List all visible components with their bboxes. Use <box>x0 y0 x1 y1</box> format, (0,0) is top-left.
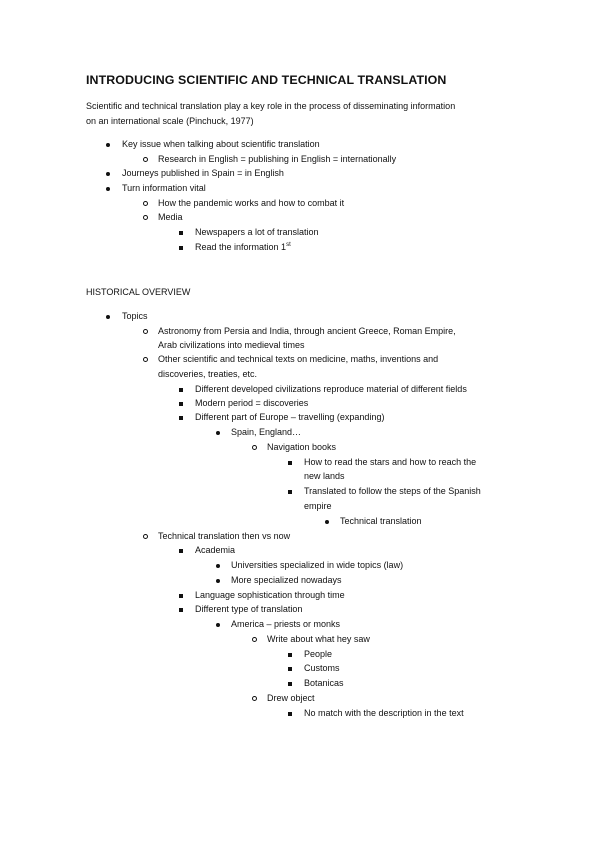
bullet-square-icon <box>176 382 186 397</box>
list-item-journeys: Journeys published in Spain = in English <box>122 168 284 178</box>
bullet-disc-icon <box>213 617 223 632</box>
list-item-botanicas: Botanicas <box>304 678 344 688</box>
bullet-square-icon <box>176 588 186 603</box>
bullet-disc-icon <box>103 309 113 324</box>
intro-line-1: Scientific and technical translation play a key role in the process of disseminating information <box>86 101 456 111</box>
list-item-turn-info: Turn information vital <box>122 183 206 193</box>
list-item-universities: Universities specialized in wide topics (law) <box>231 560 404 570</box>
read-info-superscript: st <box>286 242 291 248</box>
list-item-media: Media <box>158 212 183 222</box>
list-item-spain: Spain, England… <box>231 427 302 437</box>
list-item-translated-line-1: Translated to follow the steps of the Spanish <box>304 486 481 496</box>
bullet-circle-icon <box>249 440 259 455</box>
bullet-square-icon <box>176 225 186 240</box>
intro-line-2: on an international scale (Pinchuck, 1977) <box>86 116 254 126</box>
list-item-topics: Topics <box>122 311 148 321</box>
bullet-disc-icon <box>322 514 332 529</box>
bullet-circle-icon <box>140 529 150 544</box>
list-item-research: Research in English = publishing in English = internationally <box>158 154 397 164</box>
bullet-disc-icon <box>103 181 113 196</box>
bullet-disc-icon <box>213 573 223 588</box>
bullet-square-icon <box>285 455 295 470</box>
bullet-circle-icon <box>140 152 150 167</box>
document-title: INTRODUCING SCIENTIFIC AND TECHNICAL TRANSLATION <box>86 73 447 87</box>
list-item-europe: Different part of Europe – travelling (expanding) <box>195 412 385 422</box>
bullet-disc-icon <box>103 137 113 152</box>
bullet-square-icon <box>285 484 295 499</box>
bullet-square-icon <box>176 396 186 411</box>
bullet-square-icon <box>176 240 186 255</box>
list-item-modern: Modern period = discoveries <box>195 398 309 408</box>
list-item-key-issue: Key issue when talking about scientific translation <box>122 139 320 149</box>
list-item-language: Language sophistication through time <box>195 590 345 600</box>
list-item-then-vs-now: Technical translation then vs now <box>158 531 291 541</box>
list-item-stars-line-1: How to read the stars and how to reach the <box>304 457 477 467</box>
bullet-circle-icon <box>140 352 150 367</box>
list-item-navigation: Navigation books <box>267 442 337 452</box>
read-info-text: Read the information 1 <box>195 242 287 252</box>
list-item-other-line-1: Other scientific and technical texts on medicine, maths, inventions and <box>158 354 439 364</box>
bullet-circle-icon <box>140 196 150 211</box>
bullet-circle-icon <box>140 210 150 225</box>
list-item-academia: Academia <box>195 545 236 555</box>
bullet-disc-icon <box>213 425 223 440</box>
bullet-square-icon <box>176 602 186 617</box>
bullet-disc-icon <box>103 166 113 181</box>
bullet-circle-icon <box>249 691 259 706</box>
bullet-disc-icon <box>213 558 223 573</box>
bullet-square-icon <box>176 410 186 425</box>
section-heading-historical: HISTORICAL OVERVIEW <box>86 287 191 297</box>
list-item-newspapers: Newspapers a lot of translation <box>195 227 319 237</box>
list-item-diff-type: Different type of translation <box>195 604 303 614</box>
list-item-people: People <box>304 649 333 659</box>
list-item-more-specialized: More specialized nowadays <box>231 575 342 585</box>
list-item-customs: Customs <box>304 663 340 673</box>
bullet-circle-icon <box>249 632 259 647</box>
list-item-astronomy-line-2: Arab civilizations into medieval times <box>158 340 305 350</box>
list-item-civilizations: Different developed civilizations reproduce material of different fields <box>195 384 467 394</box>
bullet-square-icon <box>285 706 295 721</box>
bullet-circle-icon <box>140 324 150 339</box>
list-item-astronomy-line-1: Astronomy from Persia and India, through ancient Greece, Roman Empire, <box>158 326 456 336</box>
list-item-read-info <box>195 240 291 255</box>
list-item-america: America – priests or monks <box>231 619 341 629</box>
list-item-other-line-2: discoveries, treaties, etc. <box>158 369 258 379</box>
bullet-square-icon <box>285 661 295 676</box>
list-item-translated-line-2: empire <box>304 501 332 511</box>
bullet-square-icon <box>285 676 295 691</box>
list-item-pandemic: How the pandemic works and how to combat it <box>158 198 345 208</box>
list-item-no-match: No match with the description in the text <box>304 708 464 718</box>
list-item-stars-line-2: new lands <box>304 471 345 481</box>
bullet-square-icon <box>285 647 295 662</box>
list-item-write-about: Write about what hey saw <box>267 634 370 644</box>
list-item-tech-translation: Technical translation <box>340 516 422 526</box>
bullet-square-icon <box>176 543 186 558</box>
list-item-drew: Drew object <box>267 693 315 703</box>
